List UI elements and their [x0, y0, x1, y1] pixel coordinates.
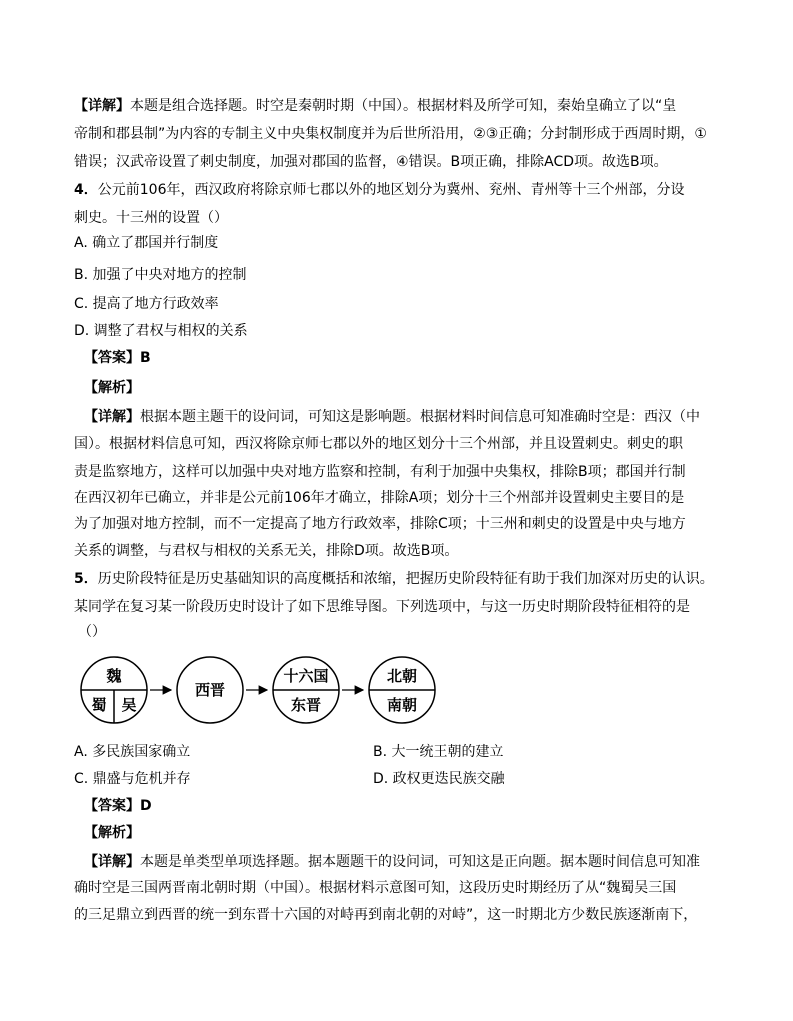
- q5-option-a: A. 多民族国家确立: [74, 744, 191, 760]
- q5-detail-line-1: [84, 852, 700, 872]
- detail-label: 【详解】: [74, 98, 130, 114]
- q5-option-d: D. 政权更迭民族交融: [373, 771, 505, 787]
- prev-detail-line-2: 帝制和郡县制”为内容的专制主义中央集权制度并为后世所沿用，②③正确；分封制形成于西周时期，①: [74, 126, 707, 142]
- answer-label: 【答案】: [84, 350, 140, 366]
- q5-option-b: B. 大一统王朝的建立: [373, 744, 504, 760]
- q5-stem-line-3: （）: [78, 624, 106, 640]
- q4-answer: [84, 348, 151, 368]
- q5-stem-line-2: 某同学在复习某一阶段历史时设计了如下思维导图。下列选项中，与这一历史时期阶段特征相符的是: [74, 599, 690, 615]
- q4-detail-line-2: 国）。根据材料信息可知，西汉将除京师七郡以外的地区划分十三个州部，并且设置刺史。刺史的职: [74, 436, 683, 452]
- prev-detail-line-1: [74, 96, 676, 116]
- node-xijin: 西晋: [194, 681, 226, 699]
- node-shiliuguo: 十六国: [283, 667, 329, 685]
- q4-detail-line-4: 在西汉初年已确立，并非是公元前106年才确立，排除A项；划分十三个州部并设置刺史主要目的是: [74, 490, 685, 506]
- detail-text: 本题是单类型单项选择题。据本题题干的设问词，可知这是正向题。据本题时间信息可知准: [140, 854, 700, 870]
- detail-label: 【详解】: [84, 409, 140, 425]
- q4-analysis-label: 【解析】: [84, 380, 140, 396]
- answer-value: B: [140, 350, 151, 366]
- circle-xijin: [177, 657, 243, 723]
- q4-detail-line-3: 责是监察地方，这样可以加强中央对地方监察和控制，有利于加强中央集权，排除B项；郡国并行制: [74, 464, 686, 480]
- q5-answer: [84, 796, 152, 816]
- circle-wei-shu-wu: [81, 657, 147, 723]
- node-dongjin: 东晋: [290, 696, 322, 714]
- q4-detail-line-6: 关系的调整，与君权与相权的关系无关，排除D项。故选B项。: [74, 543, 459, 559]
- q5-analysis-label: 【解析】: [84, 825, 140, 841]
- mind-map-svg: [78, 654, 438, 726]
- detail-label: 【详解】: [84, 854, 140, 870]
- q4-stem-text: 公元前106年，西汉政府将除京师七郡以外的地区划分为冀州、兖州、青州等十三个州部，分设: [97, 182, 685, 198]
- q5-number: 5．: [74, 571, 98, 587]
- answer-label: 【答案】: [84, 798, 140, 814]
- q5-detail-line-2: 确时空是三国两晋南北朝时期（中国）。根据材料示意图可知，这段历史时期经历了从“魏蜀吴三国: [74, 880, 677, 896]
- q4-stem-line-1: [74, 180, 684, 200]
- detail-text: 根据本题主题干的设问词，可知这是影响题。根据材料时间信息可知准确时空是：西汉（中: [140, 409, 700, 425]
- q4-option-c: C. 提高了地方行政效率: [74, 296, 219, 312]
- circle-shiliuguo-dongjin: [273, 657, 339, 723]
- node-nanchao: 南朝: [386, 696, 418, 714]
- q4-stem-line-2: 刺史。十三州的设置（）: [74, 210, 228, 226]
- answer-value: D: [140, 798, 152, 814]
- q4-detail-line-1: [84, 407, 700, 427]
- q5-option-c: C. 鼎盛与危机并存: [74, 771, 191, 787]
- q4-option-a: A. 确立了郡国并行制度: [74, 235, 219, 251]
- q4-option-b: B. 加强了中央对地方的控制: [74, 267, 247, 283]
- q4-detail-line-5: 为了加强对地方控制，而不一定提高了地方行政效率，排除C项；十三州和刺史的设置是中央与地方: [74, 516, 686, 532]
- q4-number: 4．: [74, 182, 98, 198]
- q5-detail-line-3: 的三足鼎立到西晋的统一到东晋十六国的对峙再到南北朝的对峙”，这一时期北方少数民族逐渐南下，: [74, 907, 698, 923]
- q5-stem-line-1: [74, 569, 714, 589]
- prev-detail-line-3: 错误；汉武帝设置了刺史制度，加强对郡国的监督，④错误。B项正确，排除ACD项。故选B项。: [74, 154, 668, 170]
- q4-option-d: D. 调整了君权与相权的关系: [74, 323, 248, 339]
- circle-beichao-nanchao: [369, 657, 435, 723]
- detail-text: 本题是组合选择题。时空是秦朝时期（中国）。根据材料及所学可知，秦始皇确立了以“皇: [130, 98, 677, 114]
- q5-stem-text: 历史阶段特征是历史基础知识的高度概括和浓缩，把握历史阶段特征有助于我们加深对历史的认识。: [97, 571, 714, 587]
- node-shu: 蜀: [91, 696, 107, 714]
- mind-map-diagram: [78, 654, 438, 726]
- node-wu: 吴: [121, 696, 137, 714]
- node-beichao: 北朝: [386, 667, 418, 685]
- node-wei: 魏: [106, 667, 122, 685]
